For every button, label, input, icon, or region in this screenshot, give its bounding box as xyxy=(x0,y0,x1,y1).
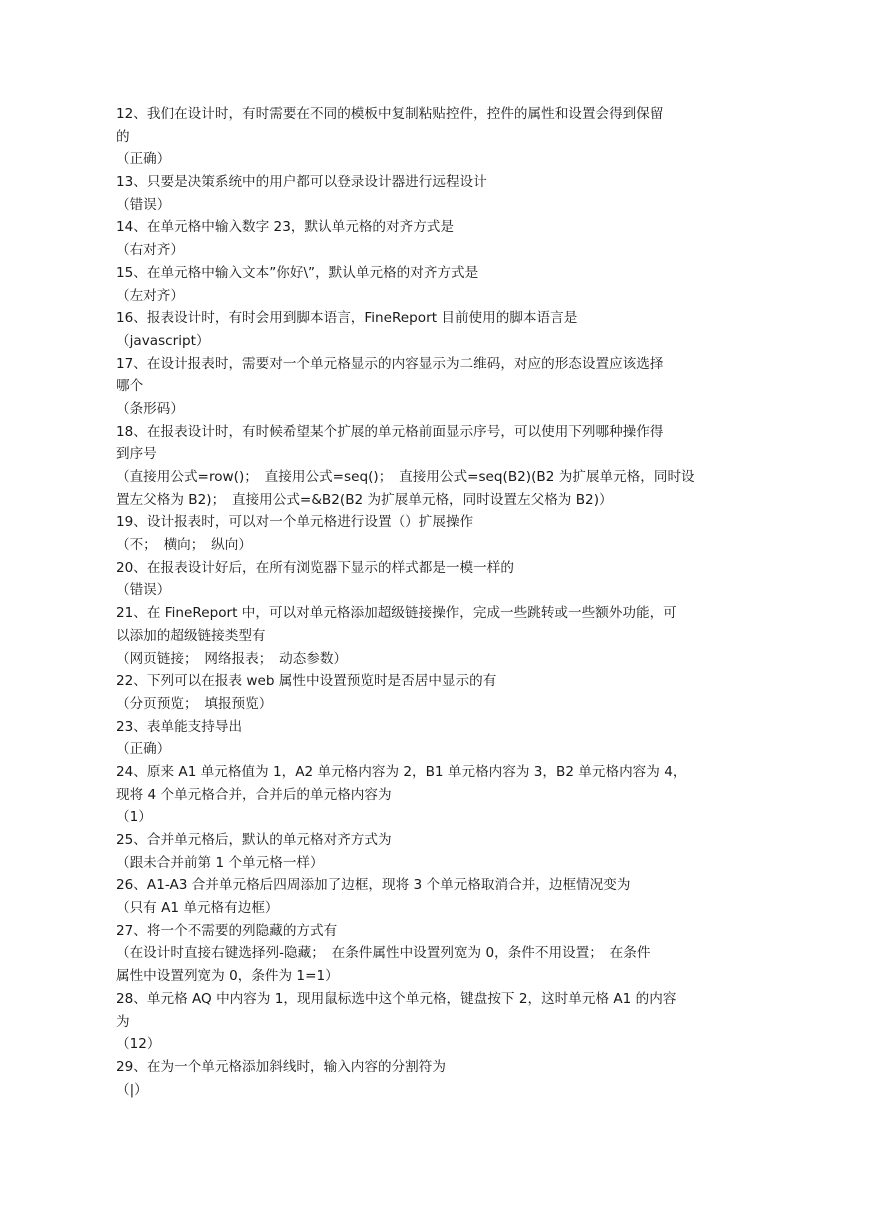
text-line: （跟未合并前第 1 个单元格一样） xyxy=(116,854,324,871)
text-line: 现将 4 个单元格合并，合并后的单元格内容为 xyxy=(116,786,392,803)
text-line: 以添加的超级链接类型有 xyxy=(116,627,266,644)
text-line: （javascript） xyxy=(116,332,210,349)
text-line: 12、我们在设计时，有时需要在不同的模板中复制粘贴控件，控件的属性和设置会得到保留 xyxy=(116,106,664,122)
text-line: 21、在 FineReport 中，可以对单元格添加超级链接操作，完成一些跳转或一些额外功能，可 xyxy=(116,605,677,622)
text-line: 属性中设置列宽为 0，条件为 1=1） xyxy=(116,968,339,985)
document-body xyxy=(116,103,742,1101)
text-line: （右对齐） xyxy=(116,242,184,259)
text-line: 20、在报表设计好后，在所有浏览器下显示的样式都是一模一样的 xyxy=(116,559,514,576)
text-line: 的 xyxy=(116,128,130,145)
text-line: 27、将一个不需要的列隐藏的方式有 xyxy=(116,922,338,939)
text-line: （|） xyxy=(116,1081,148,1098)
text-line: 19、设计报表时，可以对一个单元格进行设置（）扩展操作 xyxy=(116,514,474,531)
text-line: 到序号 xyxy=(116,446,157,463)
text-line: 28、单元格 AQ 中内容为 1，现用鼠标选中这个单元格，键盘按下 2，这时单元格 A1 的内容 xyxy=(116,990,677,1007)
text-line: 15、在单元格中输入文本”你好\”，默认单元格的对齐方式是 xyxy=(116,264,479,281)
text-line: （只有 A1 单元格有边框） xyxy=(116,900,279,917)
text-line: （分页预览； 填报预览） xyxy=(116,695,273,712)
text-line: （不； 横向； 纵向） xyxy=(116,537,252,554)
text-line: 24、原来 A1 单元格值为 1，A2 单元格内容为 2，B1 单元格内容为 3，B2 单元格内容为 4， xyxy=(116,763,687,780)
text-line: 29、在为一个单元格添加斜线时，输入内容的分割符为 xyxy=(116,1058,446,1075)
text-line: （直接用公式=row()； 直接用公式=seq()； 直接用公式=seq(B2)(B2 为扩展单元格，同时设 xyxy=(116,469,695,485)
text-line: 22、下列可以在报表 web 属性中设置预览时是否居中显示的有 xyxy=(116,673,497,690)
text-line: 16、报表设计时，有时会用到脚本语言，FineReport 目前使用的脚本语言是 xyxy=(116,310,578,327)
text-line: （1） xyxy=(116,809,152,826)
text-line: （错误） xyxy=(116,196,171,213)
text-line: 为 xyxy=(116,1013,130,1030)
text-line: （正确） xyxy=(116,151,171,168)
text-line: （在设计时直接右键选择列-隐藏； 在条件属性中设置列宽为 0，条件不用设置； 在条件 xyxy=(116,945,651,962)
text-line: 26、A1-A3 合并单元格后四周添加了边框，现将 3 个单元格取消合并，边框情况变为 xyxy=(116,877,631,894)
text-line: 17、在设计报表时，需要对一个单元格显示的内容显示为二维码，对应的形态设置应该选择 xyxy=(116,355,664,372)
text-line: （网页链接； 网络报表； 动态参数） xyxy=(116,650,348,667)
text-line: 哪个 xyxy=(116,378,144,395)
text-line: 25、合并单元格后，默认的单元格对齐方式为 xyxy=(116,832,392,848)
text-line: 14、在单元格中输入数字 23，默认单元格的对齐方式是 xyxy=(116,219,454,236)
text-line: 13、只要是决策系统中的用户都可以登录设计器进行远程设计 xyxy=(116,174,487,191)
text-line: （12） xyxy=(116,1036,161,1053)
text-line: （正确） xyxy=(116,741,171,758)
text-line: （条形码） xyxy=(116,400,184,417)
text-line: 23、表单能支持导出 xyxy=(116,718,243,735)
text-line: （错误） xyxy=(116,582,171,599)
text-line: （左对齐） xyxy=(116,287,184,304)
text-line: 18、在报表设计时，有时候希望某个扩展的单元格前面显示序号，可以使用下列哪种操作得 xyxy=(116,423,664,440)
text-line: 置左父格为 B2)； 直接用公式=&B2(B2 为扩展单元格，同时设置左父格为 B2)） xyxy=(116,491,613,508)
